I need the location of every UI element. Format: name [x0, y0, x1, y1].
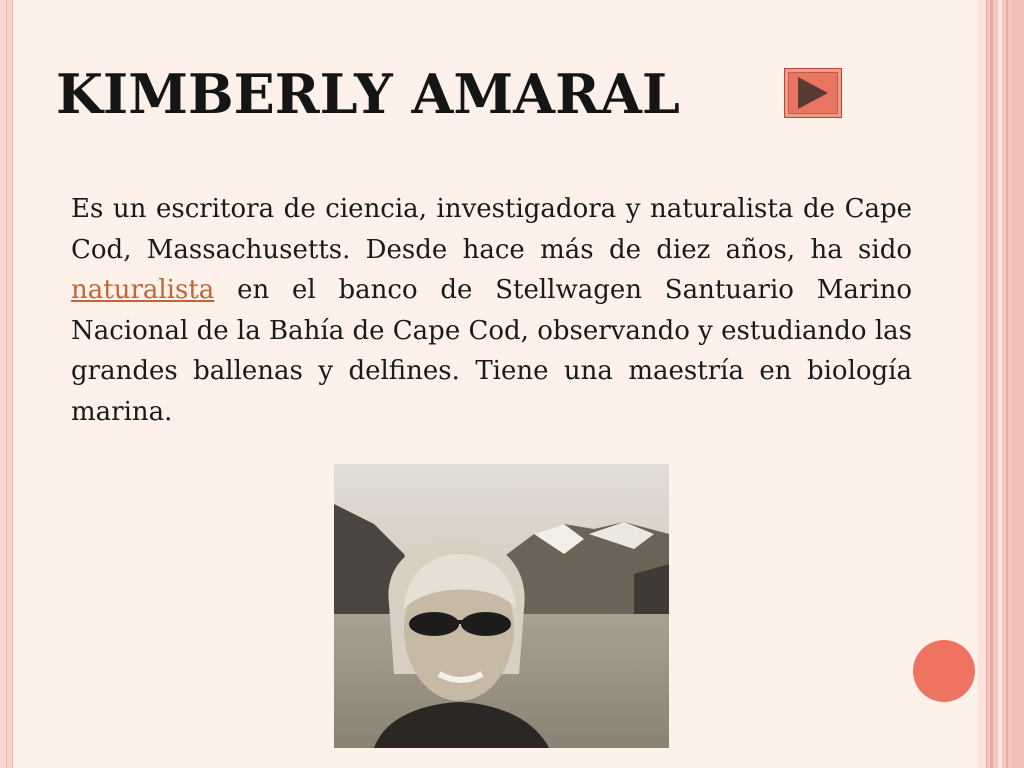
body-text-part-2: en el banco de Stellwagen Santuario Marino Nacional de la Bahía de Cape Cod, observando y estudiando las grandes ballenas y delfines. Tiene una maestría en biología marina. [71, 275, 912, 427]
left-border-decoration [0, 0, 13, 768]
next-slide-button[interactable] [784, 68, 842, 118]
slide-body-text [71, 189, 912, 432]
right-border-decoration [978, 0, 1024, 768]
body-text-part-1: Es un escritora de ciencia, investigadora y naturalista de Cape Cod, Massachusetts. Desde hace más de diez años, ha sido [71, 194, 912, 265]
naturalista-link[interactable]: naturalista [71, 275, 215, 305]
circle-button[interactable] [913, 640, 975, 702]
portrait-photo [334, 464, 669, 748]
play-triangle-icon [798, 77, 828, 109]
slide-title: KIMBERLY AMARAL [56, 62, 680, 126]
